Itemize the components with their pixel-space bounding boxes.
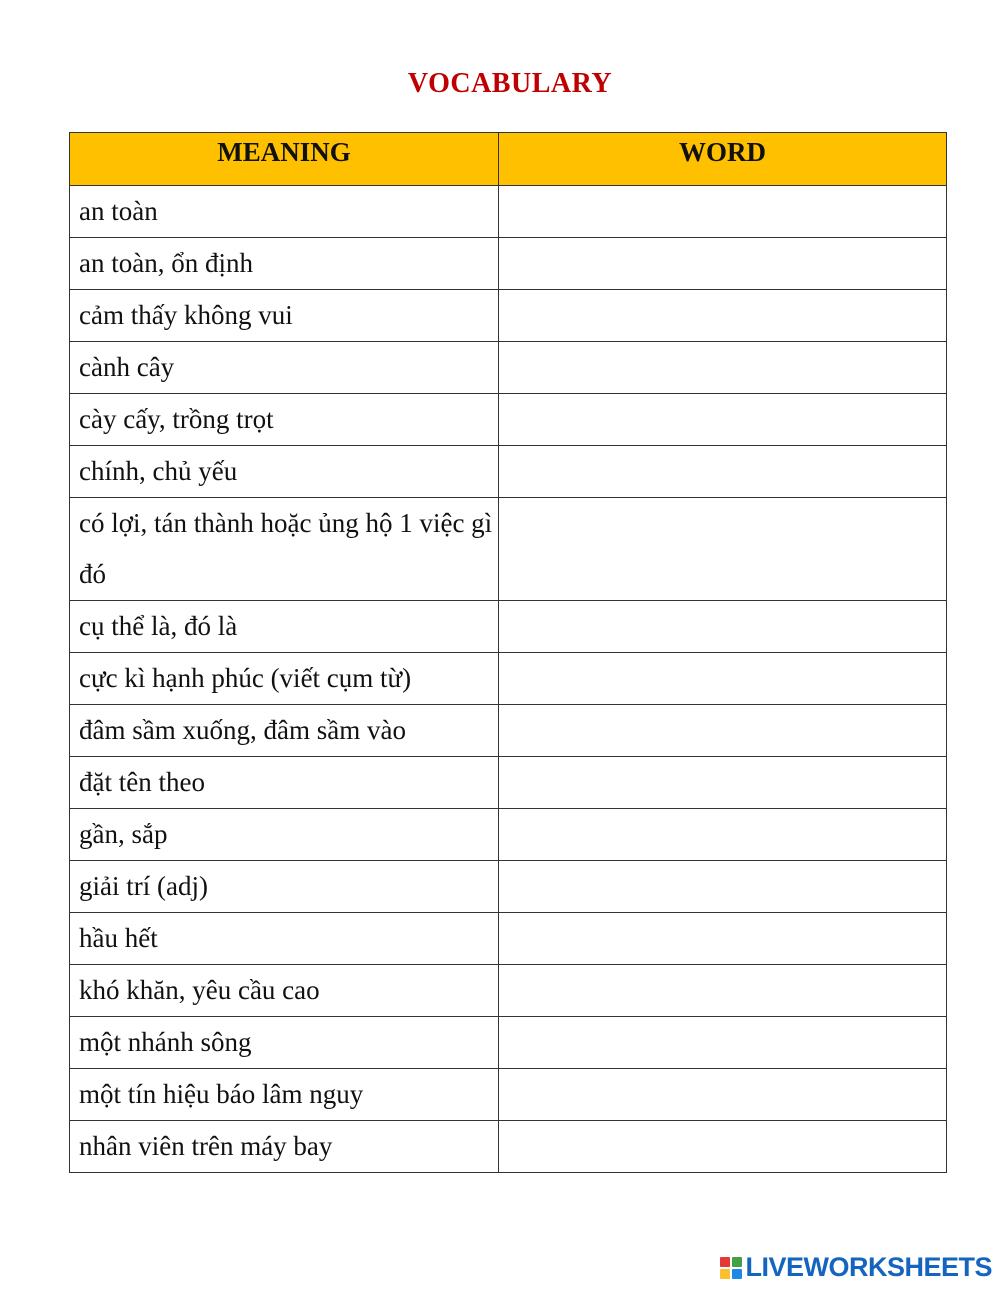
word-answer-cell[interactable] xyxy=(499,809,947,861)
table-row xyxy=(70,809,947,861)
word-answer-cell[interactable] xyxy=(499,186,947,238)
meaning-cell: cụ thể là, đó là xyxy=(70,601,499,653)
table-row xyxy=(70,913,947,965)
meaning-cell: giải trí (adj) xyxy=(70,861,499,913)
meaning-cell: chính, chủ yếu xyxy=(70,446,499,498)
table-header-row xyxy=(70,133,947,186)
meaning-cell: nhân viên trên máy bay xyxy=(70,1121,499,1173)
meaning-cell: an toàn, ổn định xyxy=(70,238,499,290)
table-row xyxy=(70,705,947,757)
word-answer-cell[interactable] xyxy=(499,446,947,498)
meaning-cell: một nhánh sông xyxy=(70,1017,499,1069)
meaning-cell: đặt tên theo xyxy=(70,757,499,809)
word-answer-cell[interactable] xyxy=(499,498,947,601)
table-row xyxy=(70,238,947,290)
meaning-cell: đâm sầm xuống, đâm sầm vào xyxy=(70,705,499,757)
word-answer-cell[interactable] xyxy=(499,601,947,653)
table-row xyxy=(70,1121,947,1173)
meaning-cell: cực kì hạnh phúc (viết cụm từ) xyxy=(70,653,499,705)
table-row xyxy=(70,498,947,601)
table-row xyxy=(70,965,947,1017)
word-answer-cell[interactable] xyxy=(499,290,947,342)
header-meaning: MEANING xyxy=(70,133,499,186)
table-row xyxy=(70,601,947,653)
table-row xyxy=(70,1017,947,1069)
liveworksheets-logo xyxy=(720,1252,992,1283)
word-answer-cell[interactable] xyxy=(499,238,947,290)
page-title: VOCABULARY xyxy=(407,68,613,99)
word-answer-cell[interactable] xyxy=(499,705,947,757)
table-row xyxy=(70,757,947,809)
logo-blocks-icon xyxy=(720,1257,742,1279)
table-body xyxy=(70,186,947,1173)
header-word: WORD xyxy=(499,133,947,186)
table-row xyxy=(70,290,947,342)
table-row xyxy=(70,861,947,913)
word-answer-cell[interactable] xyxy=(499,1017,947,1069)
word-answer-cell[interactable] xyxy=(499,965,947,1017)
vocabulary-table xyxy=(69,132,947,1173)
meaning-cell: gần, sắp xyxy=(70,809,499,861)
word-answer-cell[interactable] xyxy=(499,1121,947,1173)
table-row xyxy=(70,653,947,705)
word-answer-cell[interactable] xyxy=(499,861,947,913)
meaning-cell: một tín hiệu báo lâm nguy xyxy=(70,1069,499,1121)
meaning-cell: cảm thấy không vui xyxy=(70,290,499,342)
word-answer-cell[interactable] xyxy=(499,394,947,446)
table-row xyxy=(70,186,947,238)
table-row xyxy=(70,1069,947,1121)
word-answer-cell[interactable] xyxy=(499,1069,947,1121)
meaning-cell: khó khăn, yêu cầu cao xyxy=(70,965,499,1017)
word-answer-cell[interactable] xyxy=(499,653,947,705)
meaning-cell: cày cấy, trồng trọt xyxy=(70,394,499,446)
table-row xyxy=(70,446,947,498)
meaning-cell: an toàn xyxy=(70,186,499,238)
meaning-cell: hầu hết xyxy=(70,913,499,965)
meaning-cell: có lợi, tán thành hoặc ủng hộ 1 việc gì đó xyxy=(70,498,499,601)
table-row xyxy=(70,394,947,446)
meaning-cell: cành cây xyxy=(70,342,499,394)
word-answer-cell[interactable] xyxy=(499,757,947,809)
word-answer-cell[interactable] xyxy=(499,913,947,965)
table-row xyxy=(70,342,947,394)
word-answer-cell[interactable] xyxy=(499,342,947,394)
logo-text: LIVEWORKSHEETS xyxy=(745,1252,992,1282)
